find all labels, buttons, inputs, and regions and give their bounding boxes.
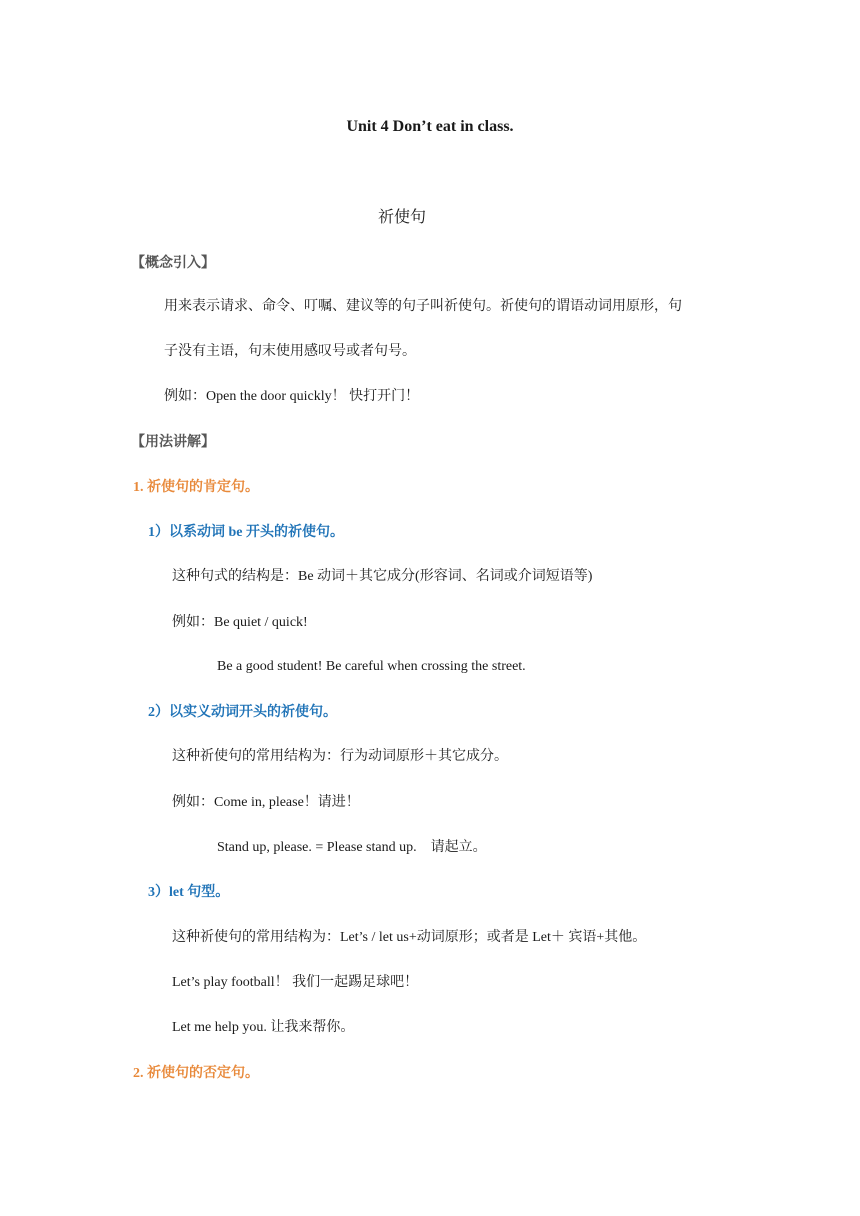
concept-heading: 【概念引入】 bbox=[131, 255, 215, 271]
concept-text-line-1: 用来表示请求、命令、叮嘱、建议等的句子叫祈使句。祈使句的谓语动词用原形，句 bbox=[164, 299, 682, 314]
subsection-1-heading: 1）以系动词 be 开头的祈使句。 bbox=[148, 525, 344, 540]
subsection-1-example-2: Be a good student! Be careful when crossing the street. bbox=[217, 659, 526, 674]
subsection-3-structure: 这种祈使句的常用结构为：Let’s / let us+动词原形；或者是 Let＋ 宾语+其他。 bbox=[172, 930, 647, 945]
subsection-2-structure: 这种祈使句的常用结构为：行为动词原形＋其它成分。 bbox=[172, 749, 508, 764]
document-title: Unit 4 Don’t eat in class. bbox=[346, 118, 514, 135]
subsection-3-example-2: Let me help you. 让我来帮你。 bbox=[172, 1020, 355, 1035]
concept-example: 例如：Open the door quickly！ 快打开门！ bbox=[164, 389, 420, 404]
topic-heading: 祈使句 bbox=[377, 207, 426, 226]
subsection-2-heading: 2）以实义动词开头的祈使句。 bbox=[148, 705, 337, 720]
section-1-heading: 1. 祈使句的肯定句。 bbox=[133, 480, 259, 495]
concept-text-line-2: 子没有主语，句末使用感叹号或者句号。 bbox=[164, 344, 416, 359]
subsection-3-heading: 3）let 句型。 bbox=[148, 885, 230, 900]
section-2-heading: 2. 祈使句的否定句。 bbox=[133, 1066, 259, 1081]
subsection-1-structure: 这种句式的结构是：Be 动词＋其它成分(形容词、名词或介词短语等) bbox=[172, 569, 593, 584]
subsection-2-example-2: Stand up, please. = Please stand up. 请起立。 bbox=[217, 840, 487, 855]
subsection-1-example-1: 例如：Be quiet / quick! bbox=[172, 615, 308, 630]
subsection-3-example-1: Let’s play football！ 我们一起踢足球吧！ bbox=[172, 975, 419, 990]
usage-heading: 【用法讲解】 bbox=[131, 434, 215, 450]
subsection-2-example-1: 例如：Come in, please！请进！ bbox=[172, 795, 360, 810]
